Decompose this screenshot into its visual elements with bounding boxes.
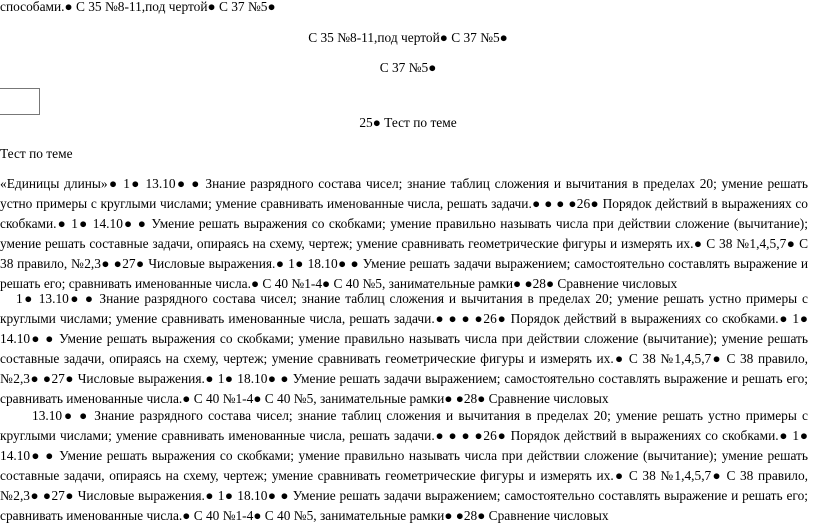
paragraph-2: 1● 13.10● ● Знание разрядного состава чисел; знание таблиц сложения и вычитания в пределах 20; умение решать устно примеры с круглыми числами; умение сравнивать именованные числа, решать задачи.● ● ● ●26● Порядок действий в выражениях со скобками.● 1● 14.10● ● Умение решать выражения со скобками; умение правильно называть числа при действии сложение (вычитание); умение решать составные задачи, опираясь на схему, чертеж; умение сравнивать геометрические фигуры и измерять их.● С 38 №1,4,5,7● С 38 правило, №2,3● ●27● Числовые выражения.● 1● 18.10● ● Умение решать задачи выражением; самостоятельно составлять выражение и решать его; сравнивать именованные числа.● С 40 №1-4● С 40 №5, занимательные рамки● ●28● Сравнение числовых — [0, 291, 808, 406]
empty-frame — [0, 88, 40, 115]
text-line-5: Тест по теме — [0, 146, 73, 161]
text-line-2: С 35 №8-11,под чертой● С 37 №5● — [308, 30, 508, 45]
paragraph-1: «Единицы длины»● 1● 13.10● ● Знание разрядного состава чисел; знание таблиц сложения и вычитания в пределах 20; умение решать устно примеры с круглыми числами; умение сравнивать именованные числа, решать задачи.● ● ● ●26● Порядок действий в выражениях со скобками.● 1● 14.10● ● Умение решать выражения со скобками; умение правильно называть числа при действии сложение (вычитание); умение решать составные задачи, опираясь на схему, чертеж; умение сравнивать геометрические фигуры и измерять их.● С 38 №1,4,5,7● С 38 правило, №2,3● ●27● Числовые выражения.● 1● 18.10● ● Умение решать задачи выражением; самостоятельно составлять выражение и решать его; сравнивать именованные числа.● С 40 №1-4● С 40 №5, занимательные рамки● ●28● Сравнение числовых — [0, 176, 808, 291]
text-line-1: способами.● С 35 №8-11,под чертой● С 37 №5● — [0, 0, 276, 14]
paragraph-3: 13.10● ● Знание разрядного состава чисел; знание таблиц сложения и вычитания в пределах 20; умение решать устно примеры с круглыми числами; умение сравнивать именованные числа, решать задачи.● ● ● ●26● Порядок действий в выражениях со скобками.● 1● 14.10● ● Умение решать выражения со скобками; умение правильно называть числа при действии сложение (вычитание); умение решать составные задачи, опираясь на схему, чертеж; умение сравнивать геометрические фигуры и измерять их.● С 38 №1,4,5,7● С 38 правило, №2,3● ●27● Числовые выражения.● 1● 18.10● ● Умение решать задачи выражением; самостоятельно составлять выражение и решать его; сравнивать именованные числа.● С 40 №1-4● С 40 №5, занимательные рамки● ●28● Сравнение числовых — [0, 408, 808, 523]
text-line-3: С 37 №5● — [379, 60, 437, 75]
text-line-4: 25● Тест по теме — [359, 115, 457, 130]
